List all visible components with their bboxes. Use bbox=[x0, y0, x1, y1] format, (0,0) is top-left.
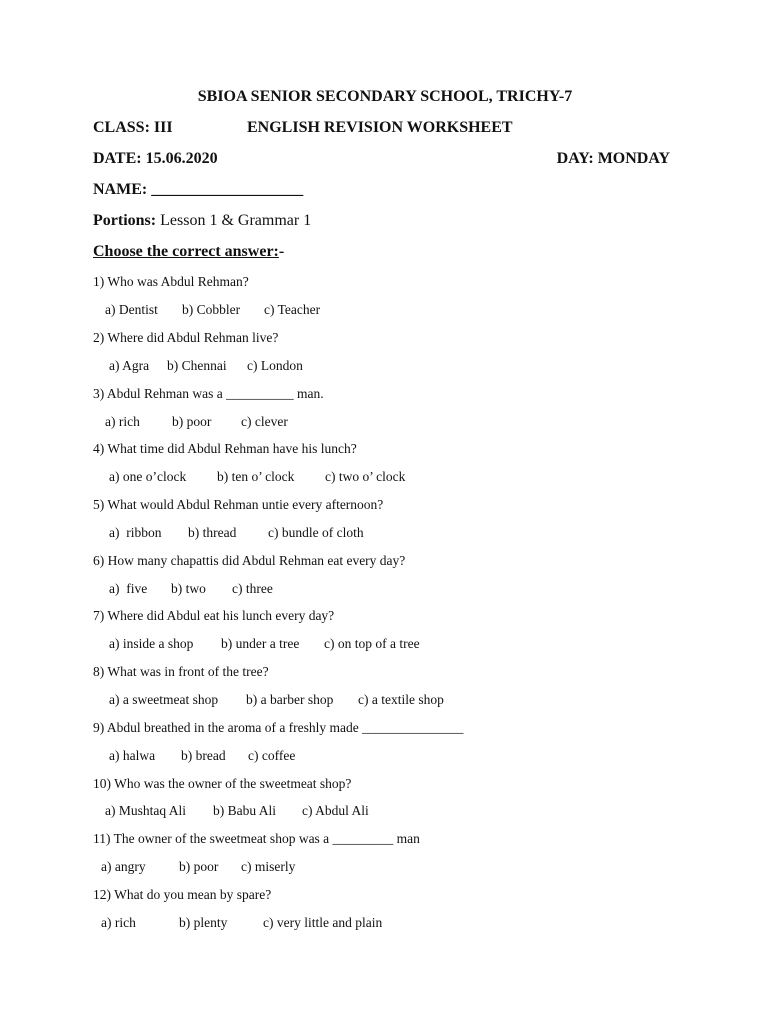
name-field-label: NAME: ___________________ bbox=[93, 181, 304, 198]
option-4a: a) one o’clock bbox=[109, 469, 187, 484]
option-1b: b) Cobbler bbox=[182, 302, 241, 317]
option-11b: b) poor bbox=[179, 859, 219, 874]
option-2a: a) Agra bbox=[109, 358, 150, 373]
option-1c: c) Teacher bbox=[264, 302, 321, 317]
options-12 bbox=[0, 915, 383, 995]
worksheet-title: ENGLISH REVISION WORKSHEET bbox=[247, 119, 513, 136]
option-4b: b) ten o’ clock bbox=[217, 469, 295, 484]
option-9b: b) bread bbox=[181, 748, 226, 763]
option-5c: c) bundle of cloth bbox=[268, 525, 364, 540]
option-2c: c) London bbox=[247, 358, 303, 373]
question-10: 10) Who was the owner of the sweetmeat shop? bbox=[93, 776, 352, 791]
option-1a: a) Dentist bbox=[105, 302, 158, 317]
option-6b: b) two bbox=[171, 581, 206, 596]
date-label: DATE: 15.06.2020 bbox=[93, 150, 218, 167]
option-10a: a) Mushtaq Ali bbox=[105, 803, 186, 818]
instruction-text: Choose the correct answer: bbox=[93, 243, 279, 260]
question-11: 11) The owner of the sweetmeat shop was a _________ man bbox=[93, 831, 420, 846]
option-2b: b) Chennai bbox=[167, 358, 227, 373]
question-9: 9) Abdul breathed in the aroma of a freshly made _______________ bbox=[93, 720, 464, 735]
option-12b: b) plenty bbox=[179, 915, 228, 930]
option-11c: c) miserly bbox=[241, 859, 296, 874]
instruction-heading bbox=[93, 243, 284, 261]
option-5b: b) thread bbox=[188, 525, 237, 540]
option-5a: a) ribbon bbox=[109, 525, 162, 540]
option-3a: a) rich bbox=[105, 414, 140, 429]
question-7: 7) Where did Abdul eat his lunch every day? bbox=[93, 608, 335, 623]
option-4c: c) two o’ clock bbox=[325, 469, 406, 484]
school-name: SBIOA SENIOR SECONDARY SCHOOL, TRICHY-7 bbox=[197, 88, 573, 105]
question-5: 5) What would Abdul Rehman untie every afternoon? bbox=[93, 497, 384, 512]
option-7a: a) inside a shop bbox=[109, 636, 194, 651]
option-9a: a) halwa bbox=[109, 748, 156, 763]
option-8a: a) a sweetmeat shop bbox=[109, 692, 219, 707]
option-12c: c) very little and plain bbox=[263, 915, 383, 930]
option-7c: c) on top of a tree bbox=[324, 636, 420, 651]
question-12: 12) What do you mean by spare? bbox=[93, 887, 272, 902]
option-12a: a) rich bbox=[101, 915, 136, 930]
day-label: DAY: MONDAY bbox=[556, 150, 670, 167]
question-8: 8) What was in front of the tree? bbox=[93, 664, 269, 679]
option-7b: b) under a tree bbox=[221, 636, 300, 651]
option-10b: b) Babu Ali bbox=[213, 803, 276, 818]
option-10c: c) Abdul Ali bbox=[302, 803, 369, 818]
instruction-suffix: - bbox=[278, 243, 285, 260]
option-11a: a) angry bbox=[101, 859, 146, 874]
portions-label: Portions: bbox=[93, 212, 157, 229]
class-label: CLASS: III bbox=[93, 119, 173, 136]
portions-line bbox=[93, 212, 311, 230]
option-9c: c) coffee bbox=[248, 748, 296, 763]
option-8b: b) a barber shop bbox=[246, 692, 334, 707]
question-3: 3) Abdul Rehman was a __________ man. bbox=[93, 386, 324, 401]
question-2: 2) Where did Abdul Rehman live? bbox=[93, 330, 279, 345]
option-8c: c) a textile shop bbox=[358, 692, 444, 707]
question-4: 4) What time did Abdul Rehman have his lunch? bbox=[93, 441, 357, 456]
option-6a: a) five bbox=[109, 581, 148, 596]
question-1: 1) Who was Abdul Rehman? bbox=[93, 274, 249, 289]
option-6c: c) three bbox=[232, 581, 273, 596]
option-3c: c) clever bbox=[241, 414, 288, 429]
portions-value: Lesson 1 & Grammar 1 bbox=[156, 212, 312, 229]
option-3b: b) poor bbox=[172, 414, 212, 429]
question-6: 6) How many chapattis did Abdul Rehman eat every day? bbox=[93, 553, 406, 568]
